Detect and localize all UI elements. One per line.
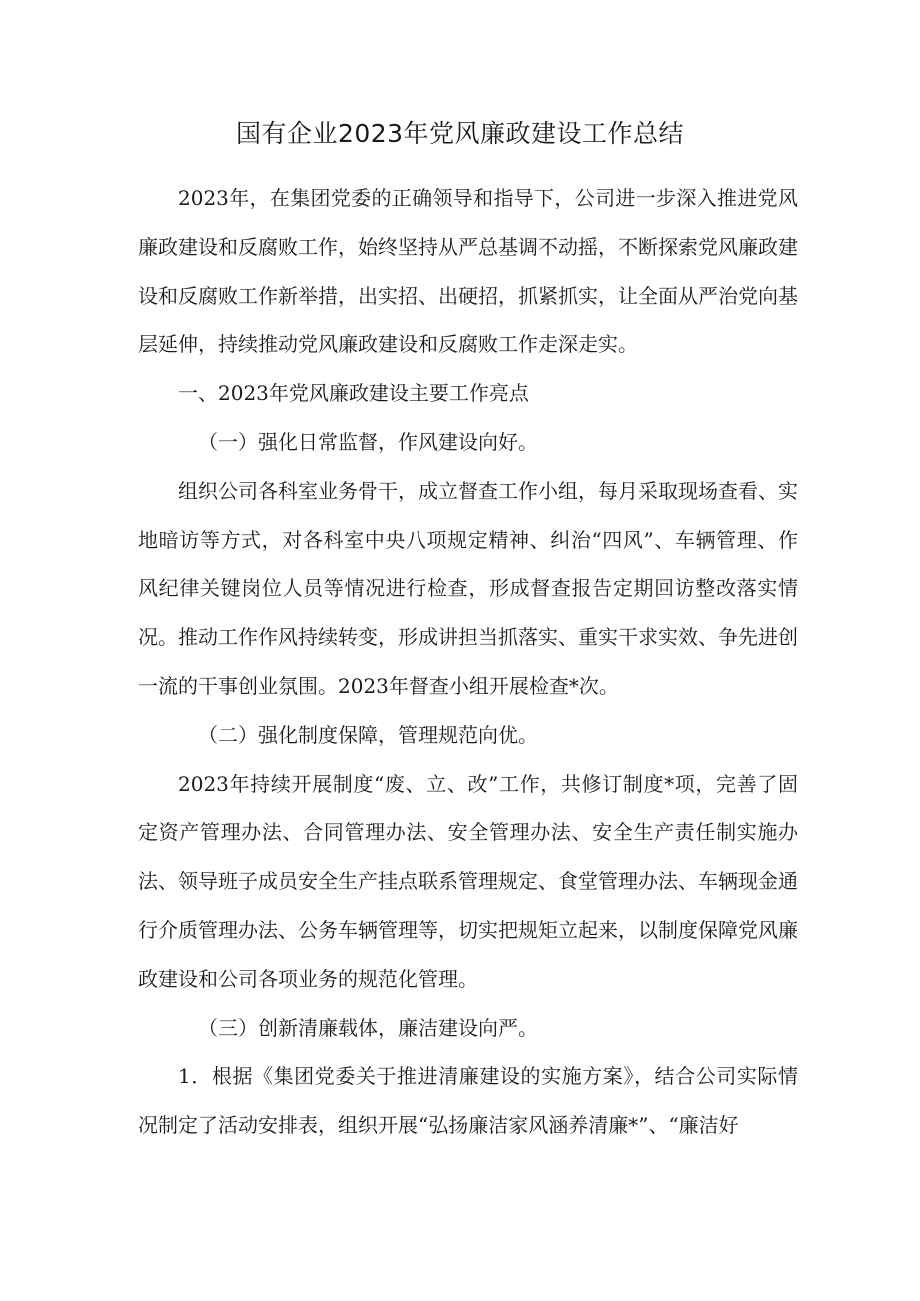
document-body <box>138 174 798 1150</box>
clean-carrier-paragraph: 1．根据《集团党委关于推进清廉建设的实施方案》，结合公司实际情况制定了活动安排表，组织开展“弘扬廉洁家风涵养清廉*”、“廉洁好 <box>138 1064 798 1138</box>
section-heading-1: 一、2023年党风廉政建设主要工作亮点 <box>178 381 529 406</box>
system-paragraph: 2023年持续开展制度“废、立、改”工作，共修订制度*项，完善了固定资产管理办法、合同管理办法、安全管理办法、安全生产责任制实施办法、领导班子成员安全生产挂点联系管理规定、食堂管理办法、车辆现金通行介质管理办法、公务车辆管理等，切实把规矩立起来，以制度保障党风廉政建设和公司各项业务的规范化管理。 <box>138 771 798 991</box>
subsection-heading-3: （三）创新清廉载体，廉洁建设向严。 <box>198 1015 538 1040</box>
document-title: 国有企业2023年党风廉政建设工作总结 <box>235 119 685 148</box>
subsection-heading-1: （一）强化日常监督，作风建设向好。 <box>198 429 538 454</box>
subsection-heading-2: （二）强化制度保障，管理规范向优。 <box>198 722 538 747</box>
supervision-paragraph: 组织公司各科室业务骨干，成立督查工作小组，每月采取现场查看、实地暗访等方式，对各科室中央八项规定精神、纠治“四风”、车辆管理、作风纪律关键岗位人员等情况进行检查，形成督查报告定期回访整改落实情况。推动工作作风持续转变，形成讲担当抓落实、重实干求实效、争先进创一流的干事创业氛围。2023年督查小组开展检查*次。 <box>138 478 798 698</box>
intro-paragraph: 2023年，在集团党委的正确领导和指导下，公司进一步深入推进党风廉政建设和反腐败工作，始终坚持从严总基调不动摇，不断探索党风廉政建设和反腐败工作新举措，出实招、出硬招，抓紧抓实，让全面从严治党向基层延伸，持续推动党风廉政建设和反腐败工作走深走实。 <box>138 186 798 357</box>
